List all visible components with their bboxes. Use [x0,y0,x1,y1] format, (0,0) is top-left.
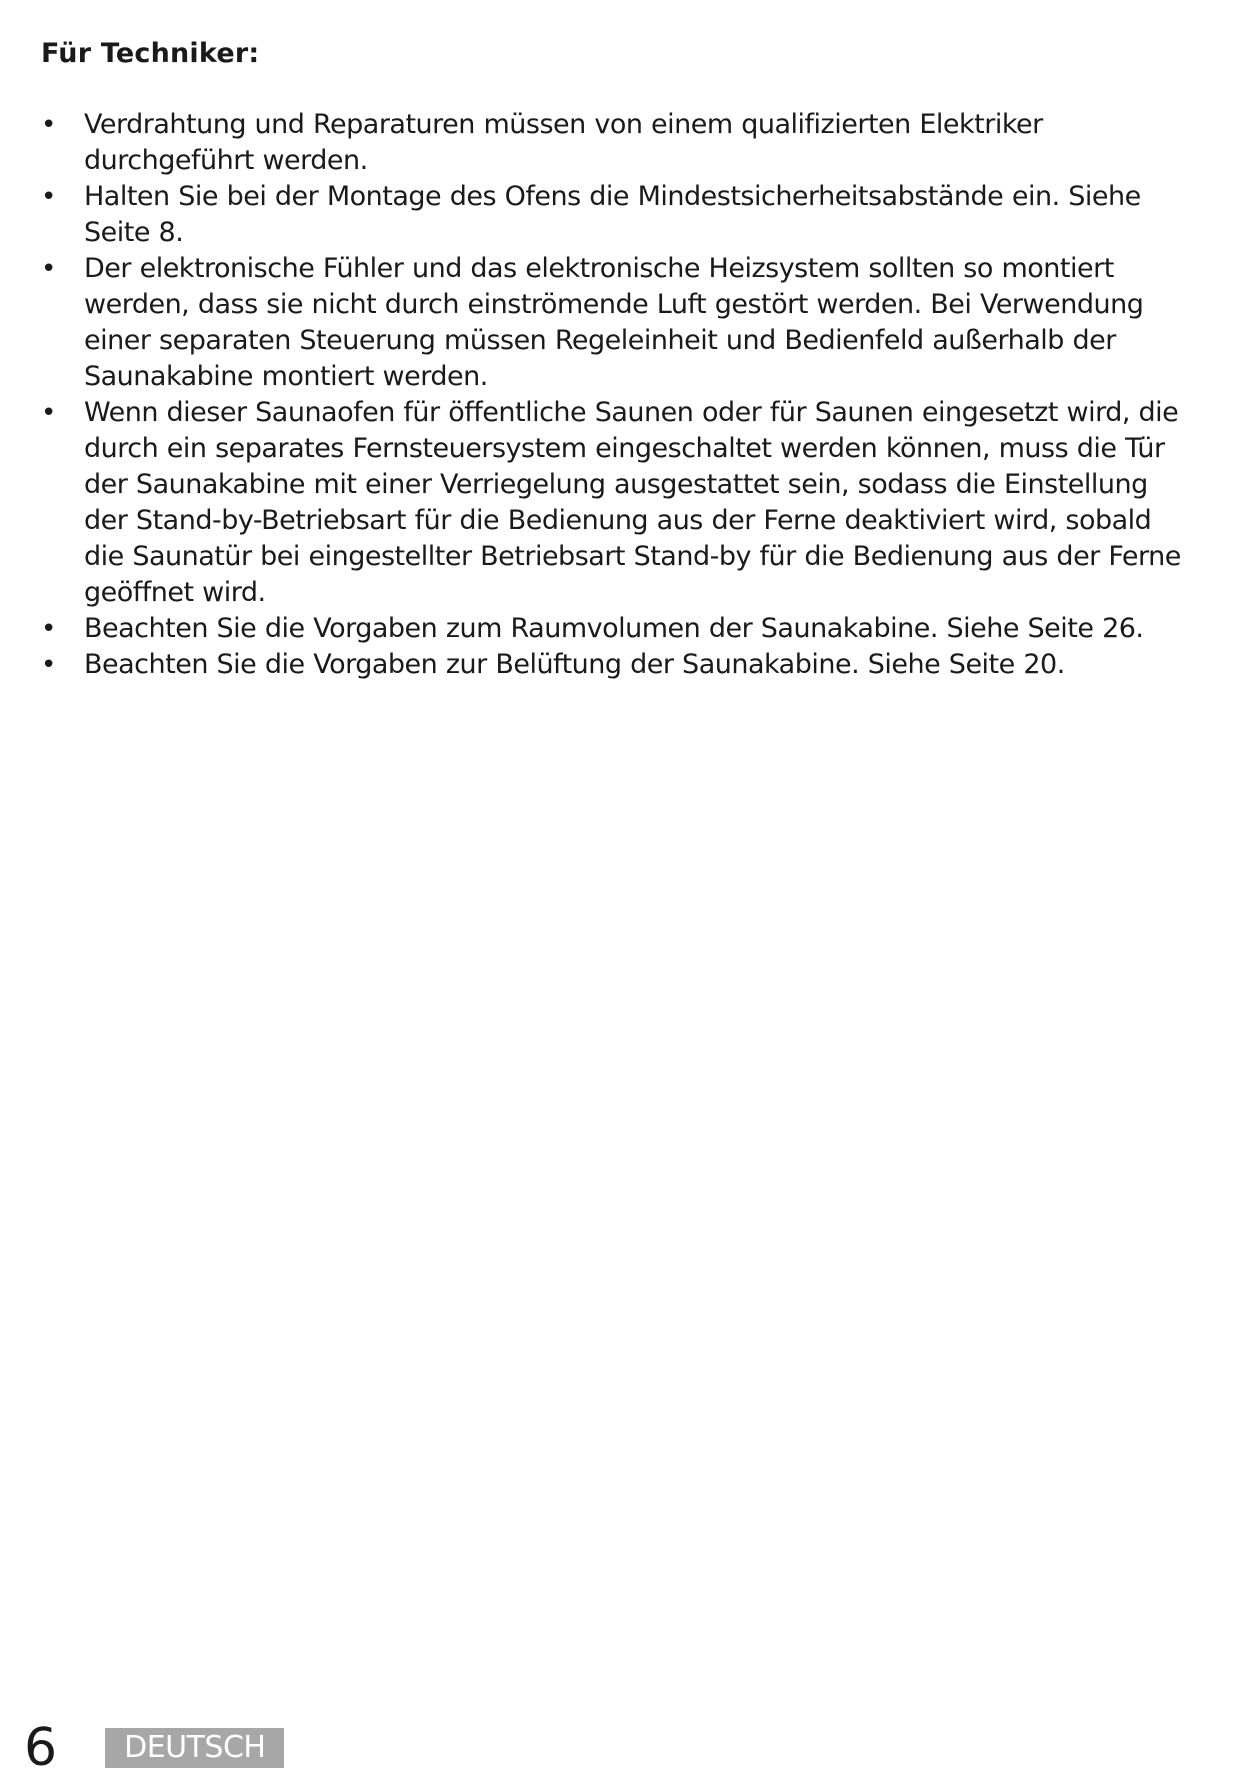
page-footer [24,1715,284,1781]
list-item [41,611,1221,647]
item-line: die Saunatür bei eingestellter Betriebsart Stand-by für die Bedienung aus der Ferne [84,541,1181,572]
list-item [41,179,1221,251]
list-item [41,395,1221,611]
item-line: Saunakabine montiert werden. [84,361,488,392]
bullet-icon: • [41,110,56,140]
page-number: 6 [24,1718,58,1778]
safety-instructions-list [41,107,1221,683]
item-line: Seite 8. [84,217,184,248]
item-line: der Saunakabine mit einer Verriegelung ausgestattet sein, sodass die Einstellung [84,469,1148,500]
language-label: DEUTSCH [105,1728,284,1768]
item-line: Der elektronische Fühler und das elektronische Heizsystem sollten so montiert [84,253,1114,284]
item-line: Halten Sie bei der Montage des Ofens die Mindestsicherheitsabstände ein. Siehe [84,181,1141,212]
item-line: Beachten Sie die Vorgaben zum Raumvolumen der Saunakabine. Siehe Seite 26. [84,613,1144,644]
list-item [41,251,1221,395]
item-line: werden, dass sie nicht durch einströmende Luft gestört werden. Bei Verwendung [84,289,1144,320]
bullet-icon: • [41,614,56,644]
page-heading: Für Techniker: [41,38,260,69]
bullet-icon: • [41,254,56,284]
item-line: Beachten Sie die Vorgaben zur Belüftung der Saunakabine. Siehe Seite 20. [84,649,1065,680]
bullet-icon: • [41,182,56,212]
item-line: durch ein separates Fernsteuersystem eingeschaltet werden können, muss die Tür [84,433,1165,464]
bullet-icon: • [41,398,56,428]
item-line: durchgeführt werden. [84,145,368,176]
list-item [41,647,1221,683]
item-line: der Stand-by-Betriebsart für die Bedienung aus der Ferne deaktiviert wird, sobald [84,505,1152,536]
bullet-icon: • [41,650,56,680]
item-line: Verdrahtung und Reparaturen müssen von einem qualifizierten Elektriker [84,109,1043,140]
item-line: einer separaten Steuerung müssen Regeleinheit und Bedienfeld außerhalb der [84,325,1116,356]
item-line: Wenn dieser Saunaofen für öffentliche Saunen oder für Saunen eingesetzt wird, die [84,397,1179,428]
list-item [41,107,1221,179]
item-line: geöffnet wird. [84,577,266,608]
